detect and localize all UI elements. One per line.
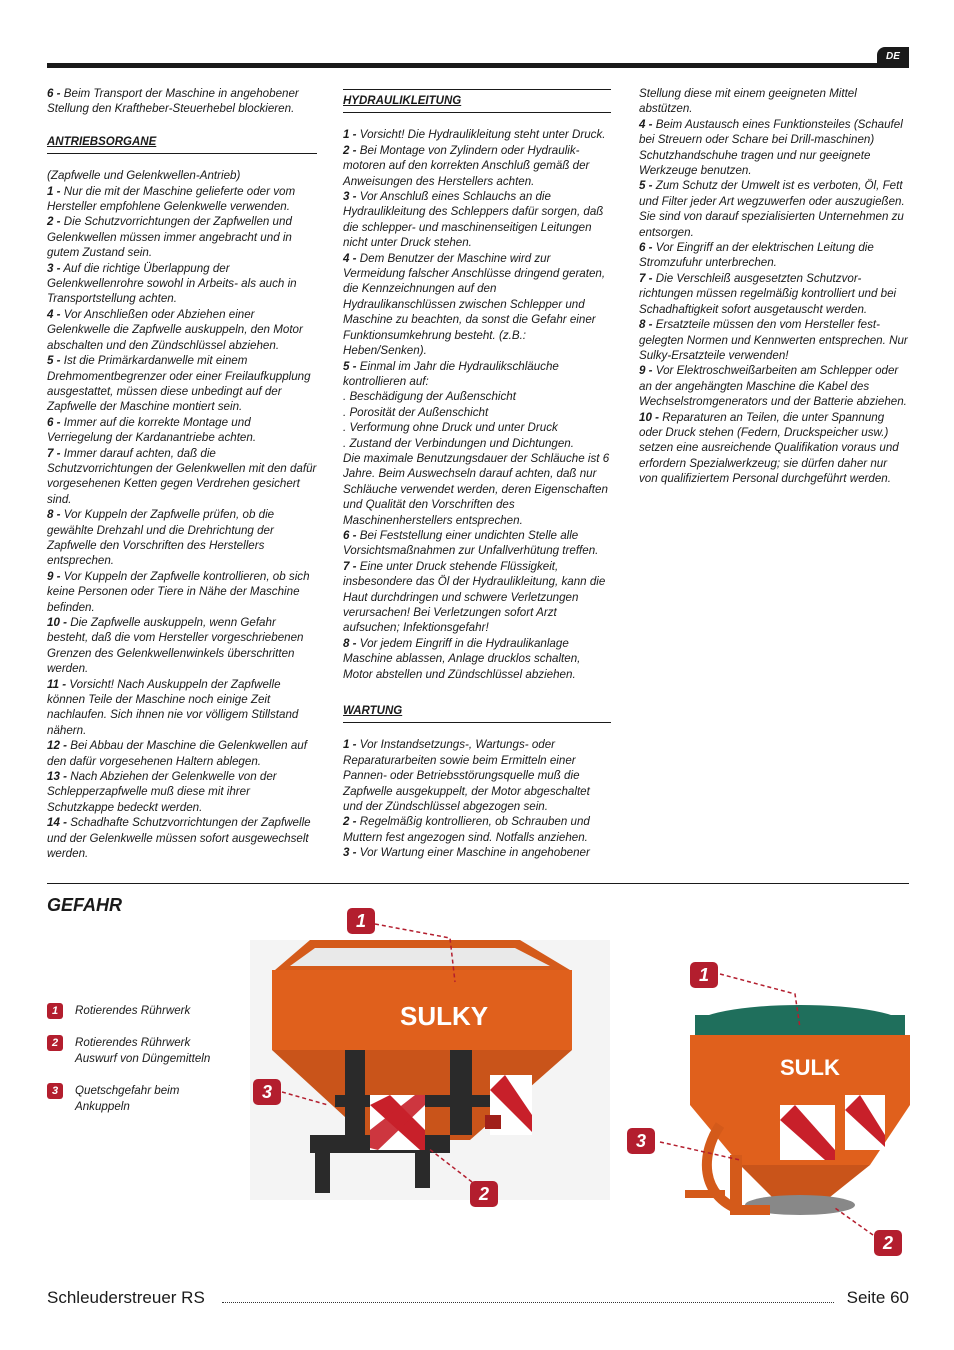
list-item: 4 - Vor Anschließen oder Abziehen einer Gelenkwelle die Zapfwelle auskuppeln, den Motor abschalten und den Zündschlüssel abziehen. xyxy=(47,307,303,352)
list-item: 9 - Vor Elektroschweißarbeiten am Schlepper oder an der angehängten Maschine die Kabel des Wechselstromgenerators und der Batterie abziehen. xyxy=(639,364,907,409)
intro-item: 6 - Beim Transport der Maschine in angehobener Stellung den Kraftheber-Steuerhebel blockieren. xyxy=(47,87,299,116)
list-item: 6 - Immer auf die korrekte Montage und Verriegelung der Kardanantriebe achten. xyxy=(47,415,257,445)
footer-leader xyxy=(222,1302,834,1303)
list-item: 4 - Beim Austausch eines Funktionsteiles (Schaufel bei Streuern oder Schare bei Drill-maschinen) Schutzhandschuhe tragen und nur geeignete Werkzeuge benutzen. xyxy=(639,117,903,178)
section-rule xyxy=(47,883,909,884)
legend-number: 2 xyxy=(47,1035,63,1051)
footer-title: Schleuderstreuer RS xyxy=(47,1288,205,1307)
brand-label: SULKY xyxy=(400,1001,489,1031)
heading-hydraulikleitung: HYDRAULIKLEITUNG xyxy=(343,89,611,113)
list-item: 6 - Bei Feststellung einer undichten Stelle alle Vorsichtsmaßnahmen zur Unfallverhütung treffen. xyxy=(343,528,599,558)
column-2 xyxy=(343,89,611,861)
marker-2-large: 2 xyxy=(470,1181,498,1207)
brand-label-partial: SULK xyxy=(780,1055,840,1080)
list-item: 2 - Regelmäßig kontrollieren, ob Schrauben und Muttern fest angezogen sind. Notfalls anziehen. xyxy=(343,815,590,844)
marker-1-large: 1 xyxy=(347,908,375,934)
marker-3-small: 3 xyxy=(627,1128,655,1154)
list-item: 6 - Vor Eingriff an der elektrischen Leitung die Stromzufuhr unterbrechen. xyxy=(639,241,874,270)
item-list xyxy=(639,117,909,487)
heading-antriebsorgane: ANTRIEBSORGANE xyxy=(47,135,317,154)
continued-text: Stellung diese mit einem geeigneten Mittel abstützen. xyxy=(639,87,857,116)
check-item: . Zustand der Verbindungen und Dichtungen. xyxy=(343,436,574,450)
list-item: 8 - Vor Kuppeln der Zapfwelle prüfen, ob die gewählte Drehzahl und die Drehrichtung der Zapfwelle den Vorschriften des Herstellers entsprechen. xyxy=(47,508,275,568)
check-item: . Beschädigung der Außenschicht xyxy=(343,390,516,404)
list-item: 14 - Schadhafte Schutzvorrichtungen der Zapfwelle und der Gelenkwelle müssen sofort ausgewechselt werden. xyxy=(47,816,311,861)
list-item: 8 - Vor jedem Eingriff in die Hydraulikanlage Maschine ablassen, Anlage drucklos schalten, Motor abstellen und Zündschlüssel abziehen. xyxy=(343,636,581,681)
item-list xyxy=(47,184,317,862)
list-item: 3 - Vor Anschluß eines Schlauchs an die Hydraulikleitung des Schleppers dafür sorgen, daß die schlepper- und maschinenseitigen Leitungen nicht unter Druck stehen. xyxy=(343,190,604,250)
list-item: 5 - Ist die Primärkardanwelle mit einem Drehmomentbegrenzer oder einer Freilaufkupplung ausgestattet, müssen diese unbedingt auf der Zapfwelle der Maschine montiert sein. xyxy=(47,354,311,414)
list-item: 7 - Eine unter Druck stehende Flüssigkeit, insbesondere das Öl der Hydraulikleitung, kann die Haut durchdringen und schwere Verletzungen verursachen! Bei Verletzungen sofort Arzt aufsuchen; Infektionsgefahr! xyxy=(343,559,606,635)
column-1 xyxy=(47,86,317,862)
top-rule xyxy=(47,63,909,68)
legend-number: 3 xyxy=(47,1083,63,1099)
sub-note: (Zapfwelle und Gelenkwellen-Antrieb) xyxy=(47,169,241,183)
check-item: . Verformung ohne Druck und unter Druck xyxy=(343,421,558,435)
item-list xyxy=(343,737,611,860)
item-list xyxy=(343,127,611,389)
danger-title: GEFAHR xyxy=(47,895,123,915)
list-item: 1 - Nur die mit der Maschine gelieferte oder vom Hersteller empfohlene Gelenkwelle verwenden. xyxy=(47,184,296,214)
marker-3-large: 3 xyxy=(253,1079,281,1105)
list-item: 7 - Immer darauf achten, daß die Schutzvorrichtungen der Gelenkwellen mit den dafür vorgesehenen Ketten gegen Verdrehen gesichert sind. xyxy=(47,446,317,506)
list-item: 3 - Auf die richtige Überlappung der Gelenkwellenrohre sowohl in Arbeits- als auch in Transportstellung achten. xyxy=(47,261,297,306)
list-item: 13 - Nach Abziehen der Gelenkwelle von der Schlepperzapfwelle muß diese mit ihrer Schutzkappe bedeckt werden. xyxy=(47,770,277,814)
list-item: 1 - Vorsicht! Die Hydraulikleitung steht unter Druck. xyxy=(343,128,606,142)
list-item: 2 - Die Schutzvorrichtungen der Zapfwellen und Gelenkwellen müssen immer angebracht und in gutem Zustand sein. xyxy=(47,215,292,260)
list-item: 10 - Reparaturen an Teilen, die unter Spannung oder Druck stehen (Federn, Druckspeicher usw.) setzen eine ausreichende Qualifikation voraus und erfordern Spezialwerkzeug; sie dürfen daher nur von qualifiziertem Personal durchgeführt werden. xyxy=(639,410,899,486)
list-item: 3 - Vor Wartung einer Maschine in angehobener xyxy=(343,846,590,860)
list-item: 7 - Die Verschleiß ausgesetzten Schutzvor-richtungen müssen regelmäßig kontrolliert und bei Schadhaftigkeit sofort ausgetauscht werden. xyxy=(639,271,897,316)
list-item: 4 - Dem Benutzer der Maschine wird zur Vermeidung falscher Anschlüsse dringend geraten, die Kennzeichnungen auf den Hydraulikanschlüssen zwischen Schlepper und Maschine zu beachten, da sonst die Gefahr einer Funktionsumkehrung besteht. (z.B.: Heben/Senken). xyxy=(343,251,606,358)
list-item: 11 - Vorsicht! Nach Auskuppeln der Zapfwelle können Teile der Maschine noch einige Zeit nachlaufen. Sich ihnen nie vor völligem Stillstand nähern. xyxy=(47,677,299,737)
marker-2-small: 2 xyxy=(874,1230,902,1256)
list-item: 5 - Zum Schutz der Umwelt ist es verboten, Öl, Fett und Filter jeder Art wegzuwerfen oder auszugießen. Sie sind von darauf spezialisierten Unternehmen zu entsorgen. xyxy=(639,179,905,239)
heading-wartung: WARTUNG xyxy=(343,704,611,723)
page-number: Seite 60 xyxy=(846,1288,909,1307)
arrows-large xyxy=(250,900,610,1220)
list-item: 1 - Vor Instandsetzungs-, Wartungs- oder Reparaturarbeiten sowie beim Ermitteln einer Pannen- oder Betriebsstörungsquelle muß die Zapfwelle ausgekuppelt, der Motor abgeschaltet und der Zündschlüssel abgezogen sein. xyxy=(343,738,590,814)
list-item: 2 - Bei Montage von Zylindern oder Hydraulik-motoren auf den korrekten Anschluß gemäß der Anweisungen des Herstellers achten. xyxy=(343,143,590,188)
check-list xyxy=(343,389,611,451)
language-badge: DE xyxy=(877,47,909,67)
list-item: 10 - Die Zapfwelle auskuppeln, wenn Gefahr besteht, daß die vom Hersteller vorgeschriebenen Grenzen des Gelenkwellenwinkels überschritten werden. xyxy=(47,616,304,676)
marker-1-small: 1 xyxy=(690,962,718,988)
arrows-small xyxy=(630,960,910,1240)
check-item: . Porosität der Außenschicht xyxy=(343,405,489,419)
list-item: 9 - Vor Kuppeln der Zapfwelle kontrollieren, ob sich keine Personen oder Tiere in Nähe der Maschine befinden. xyxy=(47,569,310,614)
column-3 xyxy=(639,86,909,487)
list-item: 12 - Bei Abbau der Maschine die Gelenkwellen auf den dafür vorgesehenen Haltern ablegen. xyxy=(47,739,307,768)
legend-number: 1 xyxy=(47,1003,63,1019)
list-item: 5 - Einmal im Jahr die Hydraulikschläuche kontrollieren auf: xyxy=(343,359,559,388)
item-list xyxy=(343,528,611,682)
list-item: 8 - Ersatzteile müssen den vom Hersteller fest-gelegten Normen und Kennwerten entsprechen. Nur Sulky-Ersatzteile verwenden! xyxy=(639,318,908,362)
lifetime-text: Die maximale Benutzungsdauer der Schläuche ist 6 Jahre. Beim Auswechseln darauf achten, daß nur Schläuche verwendet werden, deren Eigenschaften und Qualität den Vorschriften des Maschinenherstellers entsprechen. xyxy=(343,451,610,527)
